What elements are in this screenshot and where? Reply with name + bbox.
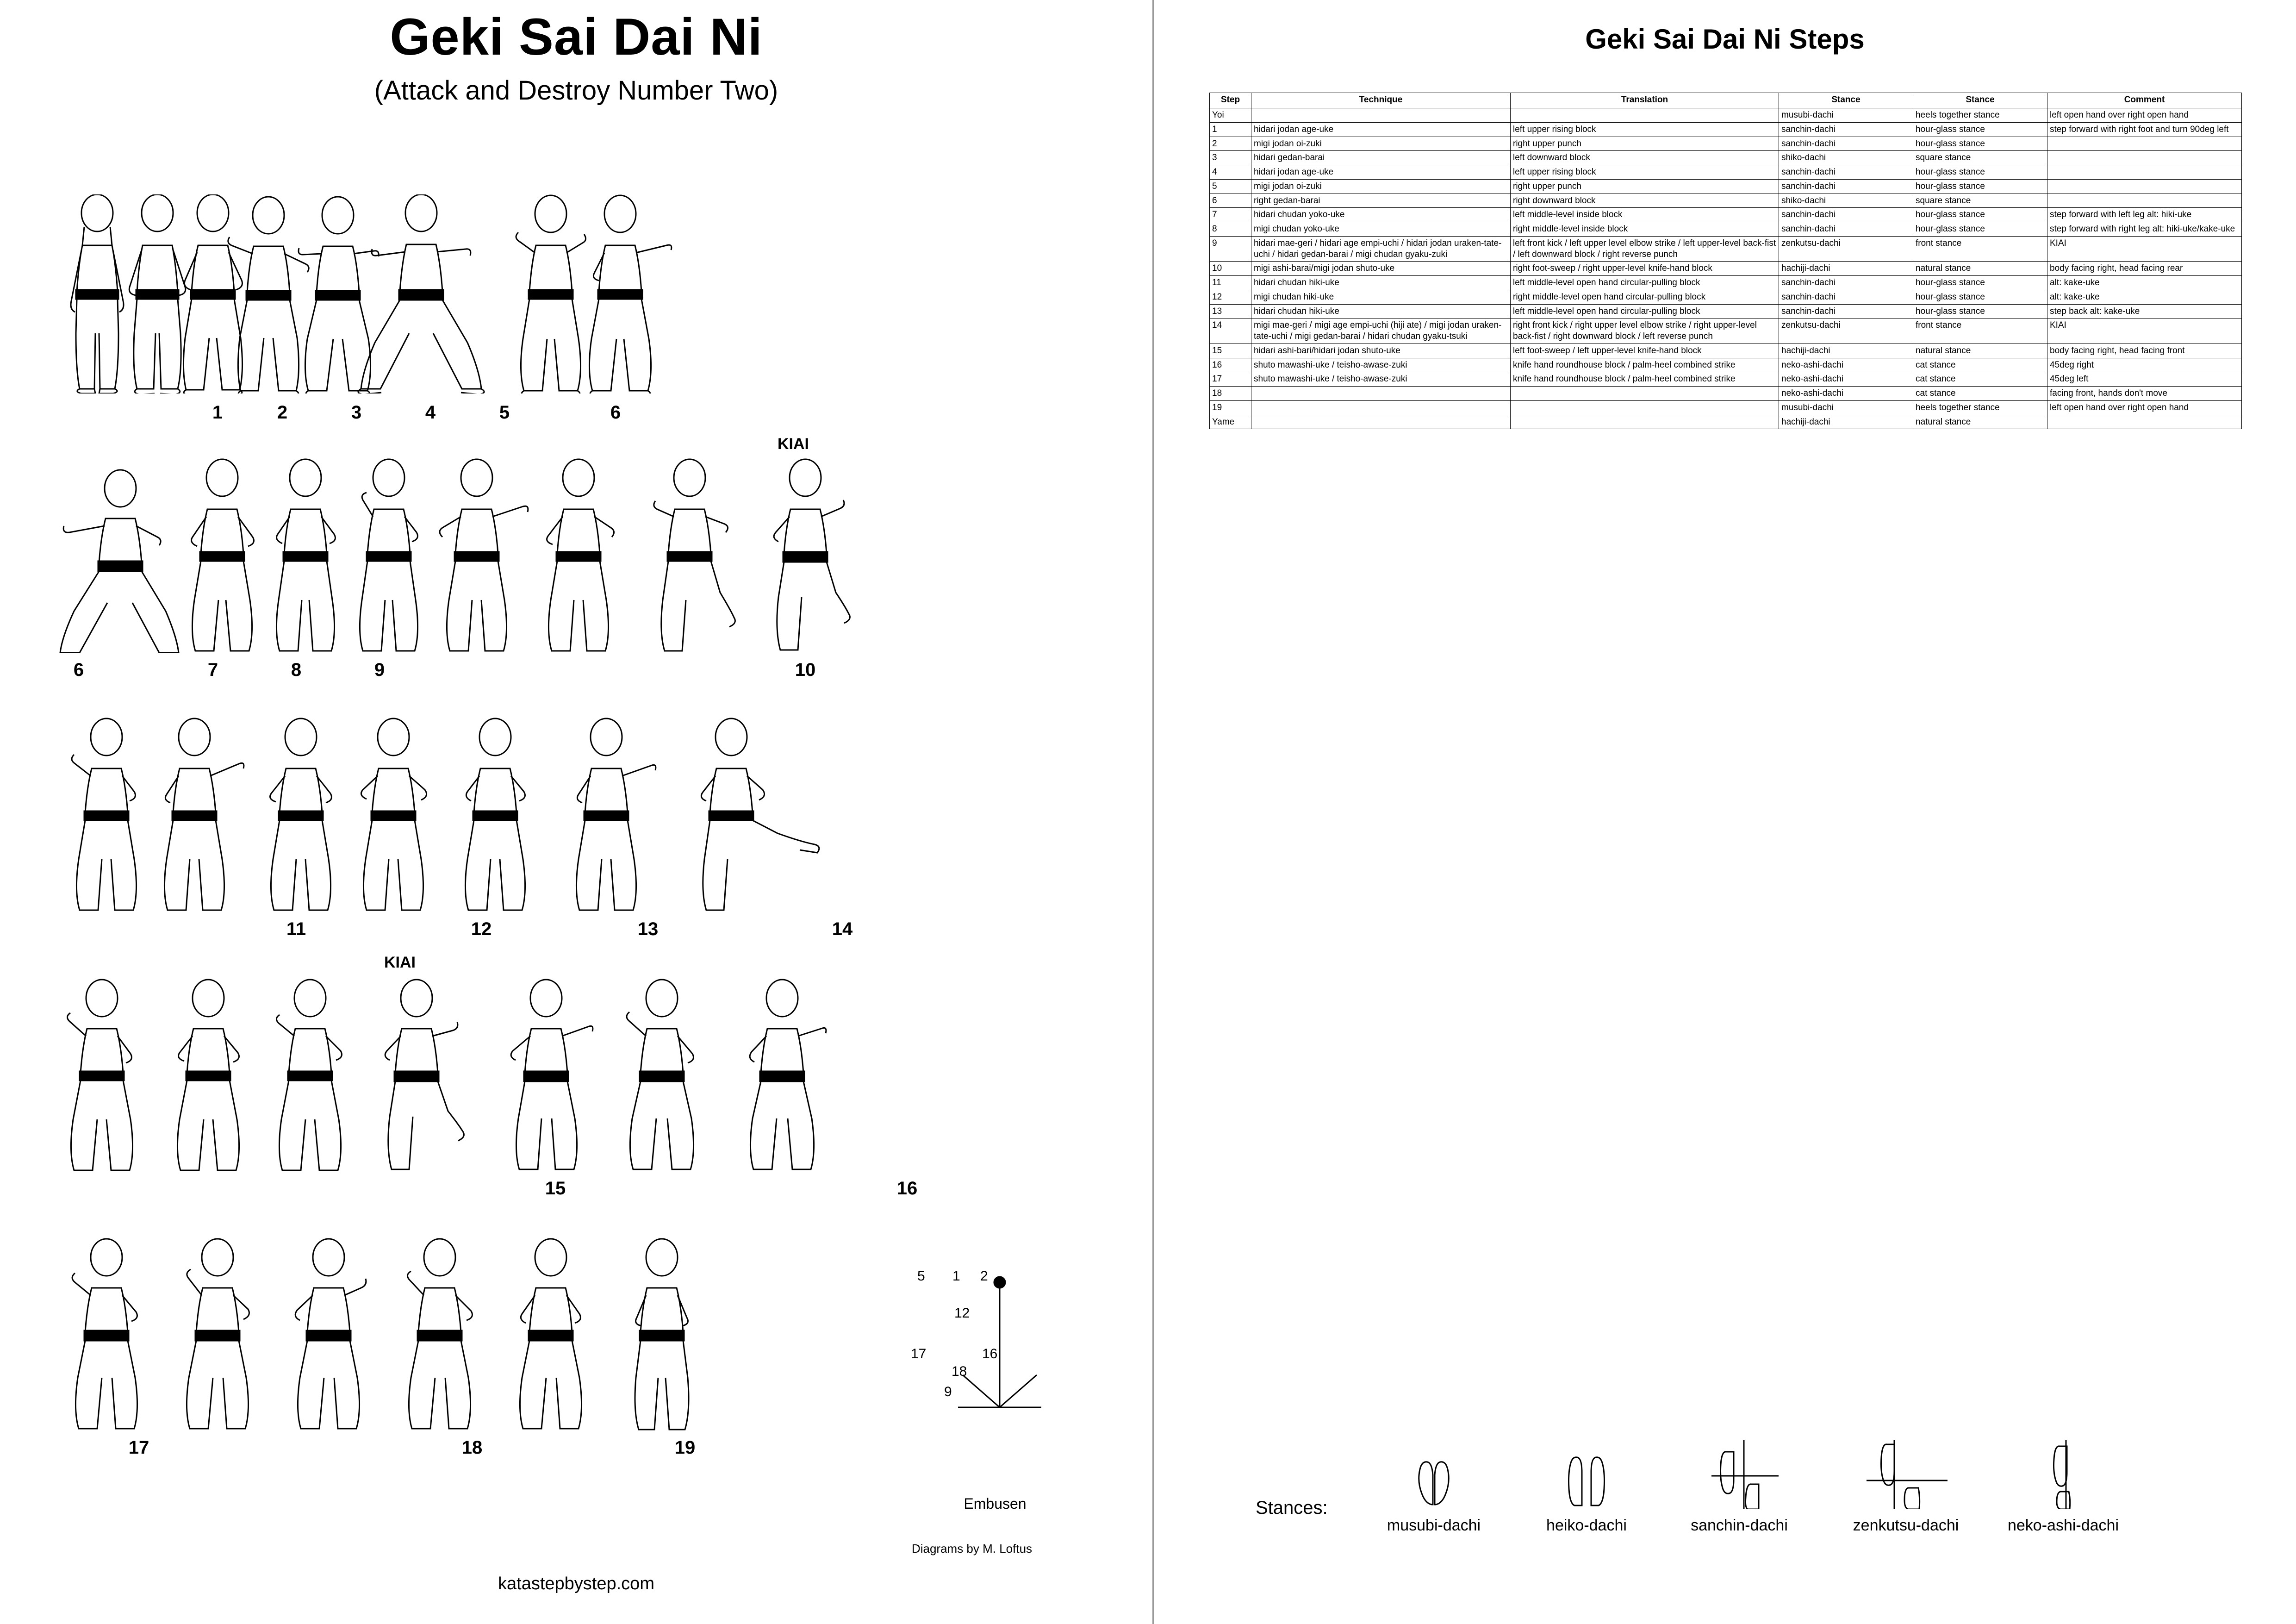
cell-comment: 45deg left bbox=[2047, 372, 2242, 387]
kata-figure bbox=[491, 977, 611, 1171]
cell-stance-jp: neko-ashi-dachi bbox=[1779, 358, 1913, 372]
cell-stance-en: square stance bbox=[1913, 194, 2047, 208]
cell-translation: right middle-level open hand circular-pulling block bbox=[1511, 290, 1779, 304]
kata-figure bbox=[259, 977, 361, 1171]
cell-stance-en: heels together stance bbox=[1913, 108, 2047, 123]
neko-ashi-dachi-icon bbox=[1987, 1440, 2140, 1509]
cell-stance-en: hour-glass stance bbox=[1913, 137, 2047, 151]
cell-stance-en: hour-glass stance bbox=[1913, 276, 2047, 290]
cell-step: 18 bbox=[1210, 387, 1251, 401]
cell-translation: knife hand roundhouse block / palm-heel combined strike bbox=[1511, 358, 1779, 372]
kiai-label: KIAI bbox=[778, 435, 809, 453]
table-row bbox=[1210, 194, 2242, 208]
diagram-credit: Diagrams by M. Loftus bbox=[911, 1542, 1033, 1555]
cell-stance-jp: sanchin-dachi bbox=[1779, 304, 1913, 319]
cell-comment bbox=[2047, 415, 2242, 429]
cell-comment: KIAI bbox=[2047, 319, 2242, 344]
cell-step: 8 bbox=[1210, 222, 1251, 237]
kata-figure bbox=[157, 977, 259, 1171]
cell-translation: left downward block bbox=[1511, 151, 1779, 165]
cell-technique: hidari chudan hiki-uke bbox=[1251, 276, 1511, 290]
table-row bbox=[1210, 137, 2242, 151]
cell-technique: hidari chudan yoko-uke bbox=[1251, 208, 1511, 222]
cell-step: 6 bbox=[1210, 194, 1251, 208]
cell-technique bbox=[1251, 400, 1511, 415]
stance-musubi-dachi bbox=[1357, 1440, 1510, 1535]
col-header-stance-jp: Stance bbox=[1779, 93, 1913, 108]
figure-number: 2 bbox=[277, 402, 288, 423]
embusen-label: 2 bbox=[980, 1268, 988, 1284]
cell-comment: alt: kake-uke bbox=[2047, 290, 2242, 304]
figure-number: 12 bbox=[471, 919, 492, 939]
stance-name: neko-ashi-dachi bbox=[2007, 1517, 2119, 1534]
figure-number: 4 bbox=[425, 402, 436, 423]
figure-row-4 bbox=[0, 944, 1152, 1204]
kata-figure bbox=[342, 718, 444, 912]
table-row bbox=[1210, 358, 2242, 372]
stance-name: sanchin-dachi bbox=[1691, 1517, 1788, 1534]
embusen-label: 9 bbox=[944, 1384, 952, 1399]
embusen-label: 1 bbox=[952, 1268, 960, 1284]
cell-stance-en: natural stance bbox=[1913, 344, 2047, 358]
cell-step: 17 bbox=[1210, 372, 1251, 387]
cell-translation: right downward block bbox=[1511, 194, 1779, 208]
cell-step: 5 bbox=[1210, 179, 1251, 194]
cell-stance-jp: shiko-dachi bbox=[1779, 194, 1913, 208]
cell-stance-jp: sanchin-dachi bbox=[1779, 276, 1913, 290]
cell-stance-en: hour-glass stance bbox=[1913, 179, 2047, 194]
figure-row-1 bbox=[0, 167, 1152, 426]
kata-figure bbox=[143, 718, 255, 912]
stances-label: Stances: bbox=[1256, 1498, 1328, 1518]
kata-figure bbox=[384, 1236, 495, 1430]
cell-stance-jp: hachiji-dachi bbox=[1779, 415, 1913, 429]
table-row bbox=[1210, 344, 2242, 358]
table-row bbox=[1210, 372, 2242, 387]
figure-row-3 bbox=[0, 685, 1152, 944]
cell-step: 9 bbox=[1210, 236, 1251, 262]
cell-stance-jp: sanchin-dachi bbox=[1779, 208, 1913, 222]
cell-stance-jp: sanchin-dachi bbox=[1779, 179, 1913, 194]
figure-number: 18 bbox=[461, 1437, 483, 1458]
kata-figure bbox=[51, 1236, 162, 1430]
cell-stance-jp: hachiji-dachi bbox=[1779, 262, 1913, 276]
cell-step: 15 bbox=[1210, 344, 1251, 358]
cell-translation: left middle-level inside block bbox=[1511, 208, 1779, 222]
cell-stance-en: hour-glass stance bbox=[1913, 304, 2047, 319]
cell-translation bbox=[1511, 400, 1779, 415]
cell-comment bbox=[2047, 151, 2242, 165]
cell-translation: right upper punch bbox=[1511, 137, 1779, 151]
page-title: Geki Sai Dai Ni bbox=[390, 8, 763, 66]
cell-translation: right front kick / right upper level elbow strike / right upper-level back-fist / right downward block / left reverse punch bbox=[1511, 319, 1779, 344]
cell-technique: hidari jodan age-uke bbox=[1251, 122, 1511, 137]
cell-comment: facing front, hands don't move bbox=[2047, 387, 2242, 401]
kata-figure bbox=[528, 458, 639, 653]
stance-name: zenkutsu-dachi bbox=[1853, 1517, 1959, 1534]
cell-comment: left open hand over right open hand bbox=[2047, 108, 2242, 123]
cell-stance-jp: shiko-dachi bbox=[1779, 151, 1913, 165]
cell-translation bbox=[1511, 415, 1779, 429]
figure-number: 6 bbox=[610, 402, 621, 423]
col-header-comment: Comment bbox=[2047, 93, 2242, 108]
cell-technique: migi chudan hiki-uke bbox=[1251, 290, 1511, 304]
zenkutsu-dachi-icon bbox=[1829, 1440, 1982, 1509]
cell-stance-jp: zenkutsu-dachi bbox=[1779, 236, 1913, 262]
kiai-label: KIAI bbox=[384, 954, 416, 971]
cell-stance-en: hour-glass stance bbox=[1913, 122, 2047, 137]
steps-table bbox=[1209, 93, 2242, 429]
cell-translation: left foot-sweep / left upper-level knife-hand block bbox=[1511, 344, 1779, 358]
cell-translation: left upper rising block bbox=[1511, 165, 1779, 180]
cell-step: 12 bbox=[1210, 290, 1251, 304]
heiko-dachi-icon bbox=[1510, 1440, 1663, 1509]
kata-figure bbox=[639, 458, 759, 653]
cell-step: 10 bbox=[1210, 262, 1251, 276]
cell-stance-en: front stance bbox=[1913, 236, 2047, 262]
col-header-technique: Technique bbox=[1251, 93, 1511, 108]
cell-comment bbox=[2047, 194, 2242, 208]
kata-figure bbox=[51, 977, 162, 1171]
table-row bbox=[1210, 262, 2242, 276]
stance-name: musubi-dachi bbox=[1387, 1517, 1481, 1534]
musubi-dachi-icon bbox=[1357, 1440, 1510, 1509]
col-header-translation: Translation bbox=[1511, 93, 1779, 108]
figure-number: 14 bbox=[832, 919, 853, 939]
cell-stance-en: square stance bbox=[1913, 151, 2047, 165]
table-row bbox=[1210, 108, 2242, 123]
stance-neko-ashi-dachi bbox=[1987, 1440, 2140, 1535]
cell-step: 4 bbox=[1210, 165, 1251, 180]
embusen-label: 17 bbox=[911, 1346, 927, 1362]
figure-number: 11 bbox=[286, 919, 306, 939]
cell-comment: KIAI bbox=[2047, 236, 2242, 262]
cell-technique: shuto mawashi-uke / teisho-awase-zuki bbox=[1251, 358, 1511, 372]
cell-step: Yame bbox=[1210, 415, 1251, 429]
kata-figure bbox=[46, 468, 185, 653]
kata-figure bbox=[555, 718, 666, 912]
kata-figure bbox=[602, 977, 731, 1171]
cell-translation: left middle-level open hand circular-pulling block bbox=[1511, 304, 1779, 319]
cell-technique: hidari mae-geri / hidari age empi-uchi / hidari jodan uraken-tate-uchi / hidari gedan-barai / migi chudan gyaku-zuki bbox=[1251, 236, 1511, 262]
cell-translation bbox=[1511, 387, 1779, 401]
table-header-row bbox=[1210, 93, 2242, 108]
cell-step: 7 bbox=[1210, 208, 1251, 222]
embusen-label: 12 bbox=[954, 1305, 970, 1321]
stances-legend bbox=[1256, 1440, 2274, 1593]
embusen-label: 16 bbox=[982, 1346, 998, 1362]
kata-figure bbox=[495, 1236, 606, 1430]
cell-step: 1 bbox=[1210, 122, 1251, 137]
stance-sanchin-dachi bbox=[1663, 1440, 1816, 1535]
cell-translation: right upper punch bbox=[1511, 179, 1779, 194]
cell-step: 14 bbox=[1210, 319, 1251, 344]
cell-technique: hidari jodan age-uke bbox=[1251, 165, 1511, 180]
kata-figure bbox=[361, 977, 491, 1171]
cell-technique: migi mae-geri / migi age empi-uchi (hiji ate) / migi jodan uraken-tate-uchi / migi gedan-barai / hidari chudan gyaku-tsuki bbox=[1251, 319, 1511, 344]
figure-rows bbox=[0, 167, 1152, 1463]
table-row bbox=[1210, 387, 2242, 401]
kata-figure bbox=[444, 718, 546, 912]
cell-stance-en: cat stance bbox=[1913, 387, 2047, 401]
cell-comment: step forward with right leg alt: hiki-uke/kake-uke bbox=[2047, 222, 2242, 237]
col-header-step: Step bbox=[1210, 93, 1251, 108]
kata-figure bbox=[342, 458, 435, 653]
figure-number: 9 bbox=[374, 660, 385, 680]
table-row bbox=[1210, 276, 2242, 290]
figure-number: 5 bbox=[499, 402, 510, 423]
cell-comment: step forward with right foot and turn 90deg left bbox=[2047, 122, 2242, 137]
kata-figure bbox=[176, 458, 268, 653]
cell-technique: right gedan-barai bbox=[1251, 194, 1511, 208]
cell-technique: hidari gedan-barai bbox=[1251, 151, 1511, 165]
steps-table-body bbox=[1210, 108, 2242, 429]
figure-number: 17 bbox=[128, 1437, 149, 1458]
cell-comment: body facing right, head facing rear bbox=[2047, 262, 2242, 276]
cell-comment: step back alt: kake-uke bbox=[2047, 304, 2242, 319]
cell-stance-jp: hachiji-dachi bbox=[1779, 344, 1913, 358]
cell-step: 3 bbox=[1210, 151, 1251, 165]
embusen-label: 5 bbox=[917, 1268, 925, 1284]
embusen-labels bbox=[911, 1268, 1064, 1435]
embusen-label: 18 bbox=[952, 1364, 967, 1379]
cell-comment: body facing right, head facing front bbox=[2047, 344, 2242, 358]
cell-stance-en: hour-glass stance bbox=[1913, 165, 2047, 180]
cell-technique: migi jodan oi-zuki bbox=[1251, 137, 1511, 151]
cell-step: Yoi bbox=[1210, 108, 1251, 123]
cell-stance-en: natural stance bbox=[1913, 262, 2047, 276]
cell-stance-en: cat stance bbox=[1913, 372, 2047, 387]
cell-translation: right foot-sweep / right upper-level knife-hand block bbox=[1511, 262, 1779, 276]
figure-number: 13 bbox=[637, 919, 659, 939]
kata-figure bbox=[259, 458, 352, 653]
cell-stance-en: hour-glass stance bbox=[1913, 290, 2047, 304]
steps-title: Geki Sai Dai Ni Steps bbox=[1585, 24, 1865, 55]
cell-stance-jp: sanchin-dachi bbox=[1779, 222, 1913, 237]
figure-number: 8 bbox=[291, 660, 302, 680]
figure-row-5 bbox=[0, 1204, 1152, 1463]
cell-translation: left middle-level open hand circular-pulling block bbox=[1511, 276, 1779, 290]
cell-stance-en: heels together stance bbox=[1913, 400, 2047, 415]
cell-stance-jp: sanchin-dachi bbox=[1779, 165, 1913, 180]
stance-zenkutsu-dachi bbox=[1829, 1440, 1982, 1535]
kata-figure bbox=[722, 977, 852, 1171]
table-row bbox=[1210, 415, 2242, 429]
cell-translation: left front kick / left upper level elbow strike / left upper-level back-fist / left downward block / right reverse punch bbox=[1511, 236, 1779, 262]
kata-figure bbox=[352, 194, 491, 394]
cell-stance-en: front stance bbox=[1913, 319, 2047, 344]
cell-stance-jp: musubi-dachi bbox=[1779, 400, 1913, 415]
table-row bbox=[1210, 290, 2242, 304]
figure-number: 19 bbox=[674, 1437, 696, 1458]
cell-technique: hidari chudan hiki-uke bbox=[1251, 304, 1511, 319]
cell-technique: migi chudan yoko-uke bbox=[1251, 222, 1511, 237]
stance-heiko-dachi bbox=[1510, 1440, 1663, 1535]
cell-step: 16 bbox=[1210, 358, 1251, 372]
sanchin-dachi-icon bbox=[1663, 1440, 1816, 1509]
table-row bbox=[1210, 236, 2242, 262]
cell-translation: left upper rising block bbox=[1511, 122, 1779, 137]
figure-number: 6 bbox=[73, 660, 84, 680]
figure-number: 10 bbox=[795, 660, 816, 680]
cell-stance-en: hour-glass stance bbox=[1913, 208, 2047, 222]
table-row bbox=[1210, 179, 2242, 194]
kata-figure bbox=[273, 1236, 384, 1430]
figure-row-2 bbox=[0, 426, 1152, 685]
kata-figure bbox=[606, 1236, 717, 1430]
cell-technique bbox=[1251, 415, 1511, 429]
right-panel bbox=[1154, 0, 2296, 1624]
cell-technique bbox=[1251, 387, 1511, 401]
cell-comment: alt: kake-uke bbox=[2047, 276, 2242, 290]
cell-stance-jp: sanchin-dachi bbox=[1779, 137, 1913, 151]
stance-name: heiko-dachi bbox=[1546, 1517, 1627, 1534]
cell-stance-en: cat stance bbox=[1913, 358, 2047, 372]
kata-figure bbox=[162, 1236, 273, 1430]
table-row bbox=[1210, 304, 2242, 319]
cell-comment: 45deg right bbox=[2047, 358, 2242, 372]
page-subtitle: (Attack and Destroy Number Two) bbox=[374, 75, 778, 106]
table-row bbox=[1210, 400, 2242, 415]
table-row bbox=[1210, 222, 2242, 237]
cell-step: 11 bbox=[1210, 276, 1251, 290]
table-row bbox=[1210, 165, 2242, 180]
figure-number: 3 bbox=[351, 402, 362, 423]
kata-figure bbox=[250, 718, 352, 912]
figure-number: 7 bbox=[207, 660, 218, 680]
cell-stance-jp: musubi-dachi bbox=[1779, 108, 1913, 123]
cell-technique: migi ashi-barai/migi jodan shuto-uke bbox=[1251, 262, 1511, 276]
cell-translation: knife hand roundhouse block / palm-heel combined strike bbox=[1511, 372, 1779, 387]
figure-number: 15 bbox=[545, 1178, 566, 1199]
cell-comment bbox=[2047, 165, 2242, 180]
kata-figure bbox=[56, 718, 157, 912]
cell-step: 2 bbox=[1210, 137, 1251, 151]
cell-stance-jp: sanchin-dachi bbox=[1779, 122, 1913, 137]
figure-number: 1 bbox=[212, 402, 223, 423]
table-row bbox=[1210, 208, 2242, 222]
cell-translation: right middle-level inside block bbox=[1511, 222, 1779, 237]
cell-step: 19 bbox=[1210, 400, 1251, 415]
cell-technique bbox=[1251, 108, 1511, 123]
cell-comment: step forward with left leg alt: hiki-uke bbox=[2047, 208, 2242, 222]
site-credit: katastepbystep.com bbox=[498, 1574, 654, 1593]
cell-technique: hidari ashi-bari/hidari jodan shuto-uke bbox=[1251, 344, 1511, 358]
col-header-stance-en: Stance bbox=[1913, 93, 2047, 108]
cell-stance-en: natural stance bbox=[1913, 415, 2047, 429]
table-row bbox=[1210, 122, 2242, 137]
embusen-caption: Embusen bbox=[964, 1495, 1027, 1512]
cell-comment: left open hand over right open hand bbox=[2047, 400, 2242, 415]
cell-technique: shuto mawashi-uke / teisho-awase-zuki bbox=[1251, 372, 1511, 387]
cell-step: 13 bbox=[1210, 304, 1251, 319]
figure-number: 16 bbox=[896, 1178, 918, 1199]
cell-stance-jp: neko-ashi-dachi bbox=[1779, 372, 1913, 387]
kata-figure bbox=[574, 194, 676, 394]
kata-figure bbox=[750, 458, 870, 653]
cell-stance-en: hour-glass stance bbox=[1913, 222, 2047, 237]
table-row bbox=[1210, 151, 2242, 165]
cell-comment bbox=[2047, 179, 2242, 194]
cell-stance-jp: sanchin-dachi bbox=[1779, 290, 1913, 304]
cell-stance-jp: neko-ashi-dachi bbox=[1779, 387, 1913, 401]
kata-figure bbox=[680, 718, 828, 912]
table-row bbox=[1210, 319, 2242, 344]
cell-comment bbox=[2047, 137, 2242, 151]
cell-translation bbox=[1511, 108, 1779, 123]
cell-stance-jp: zenkutsu-dachi bbox=[1779, 319, 1913, 344]
cell-technique: migi jodan oi-zuki bbox=[1251, 179, 1511, 194]
